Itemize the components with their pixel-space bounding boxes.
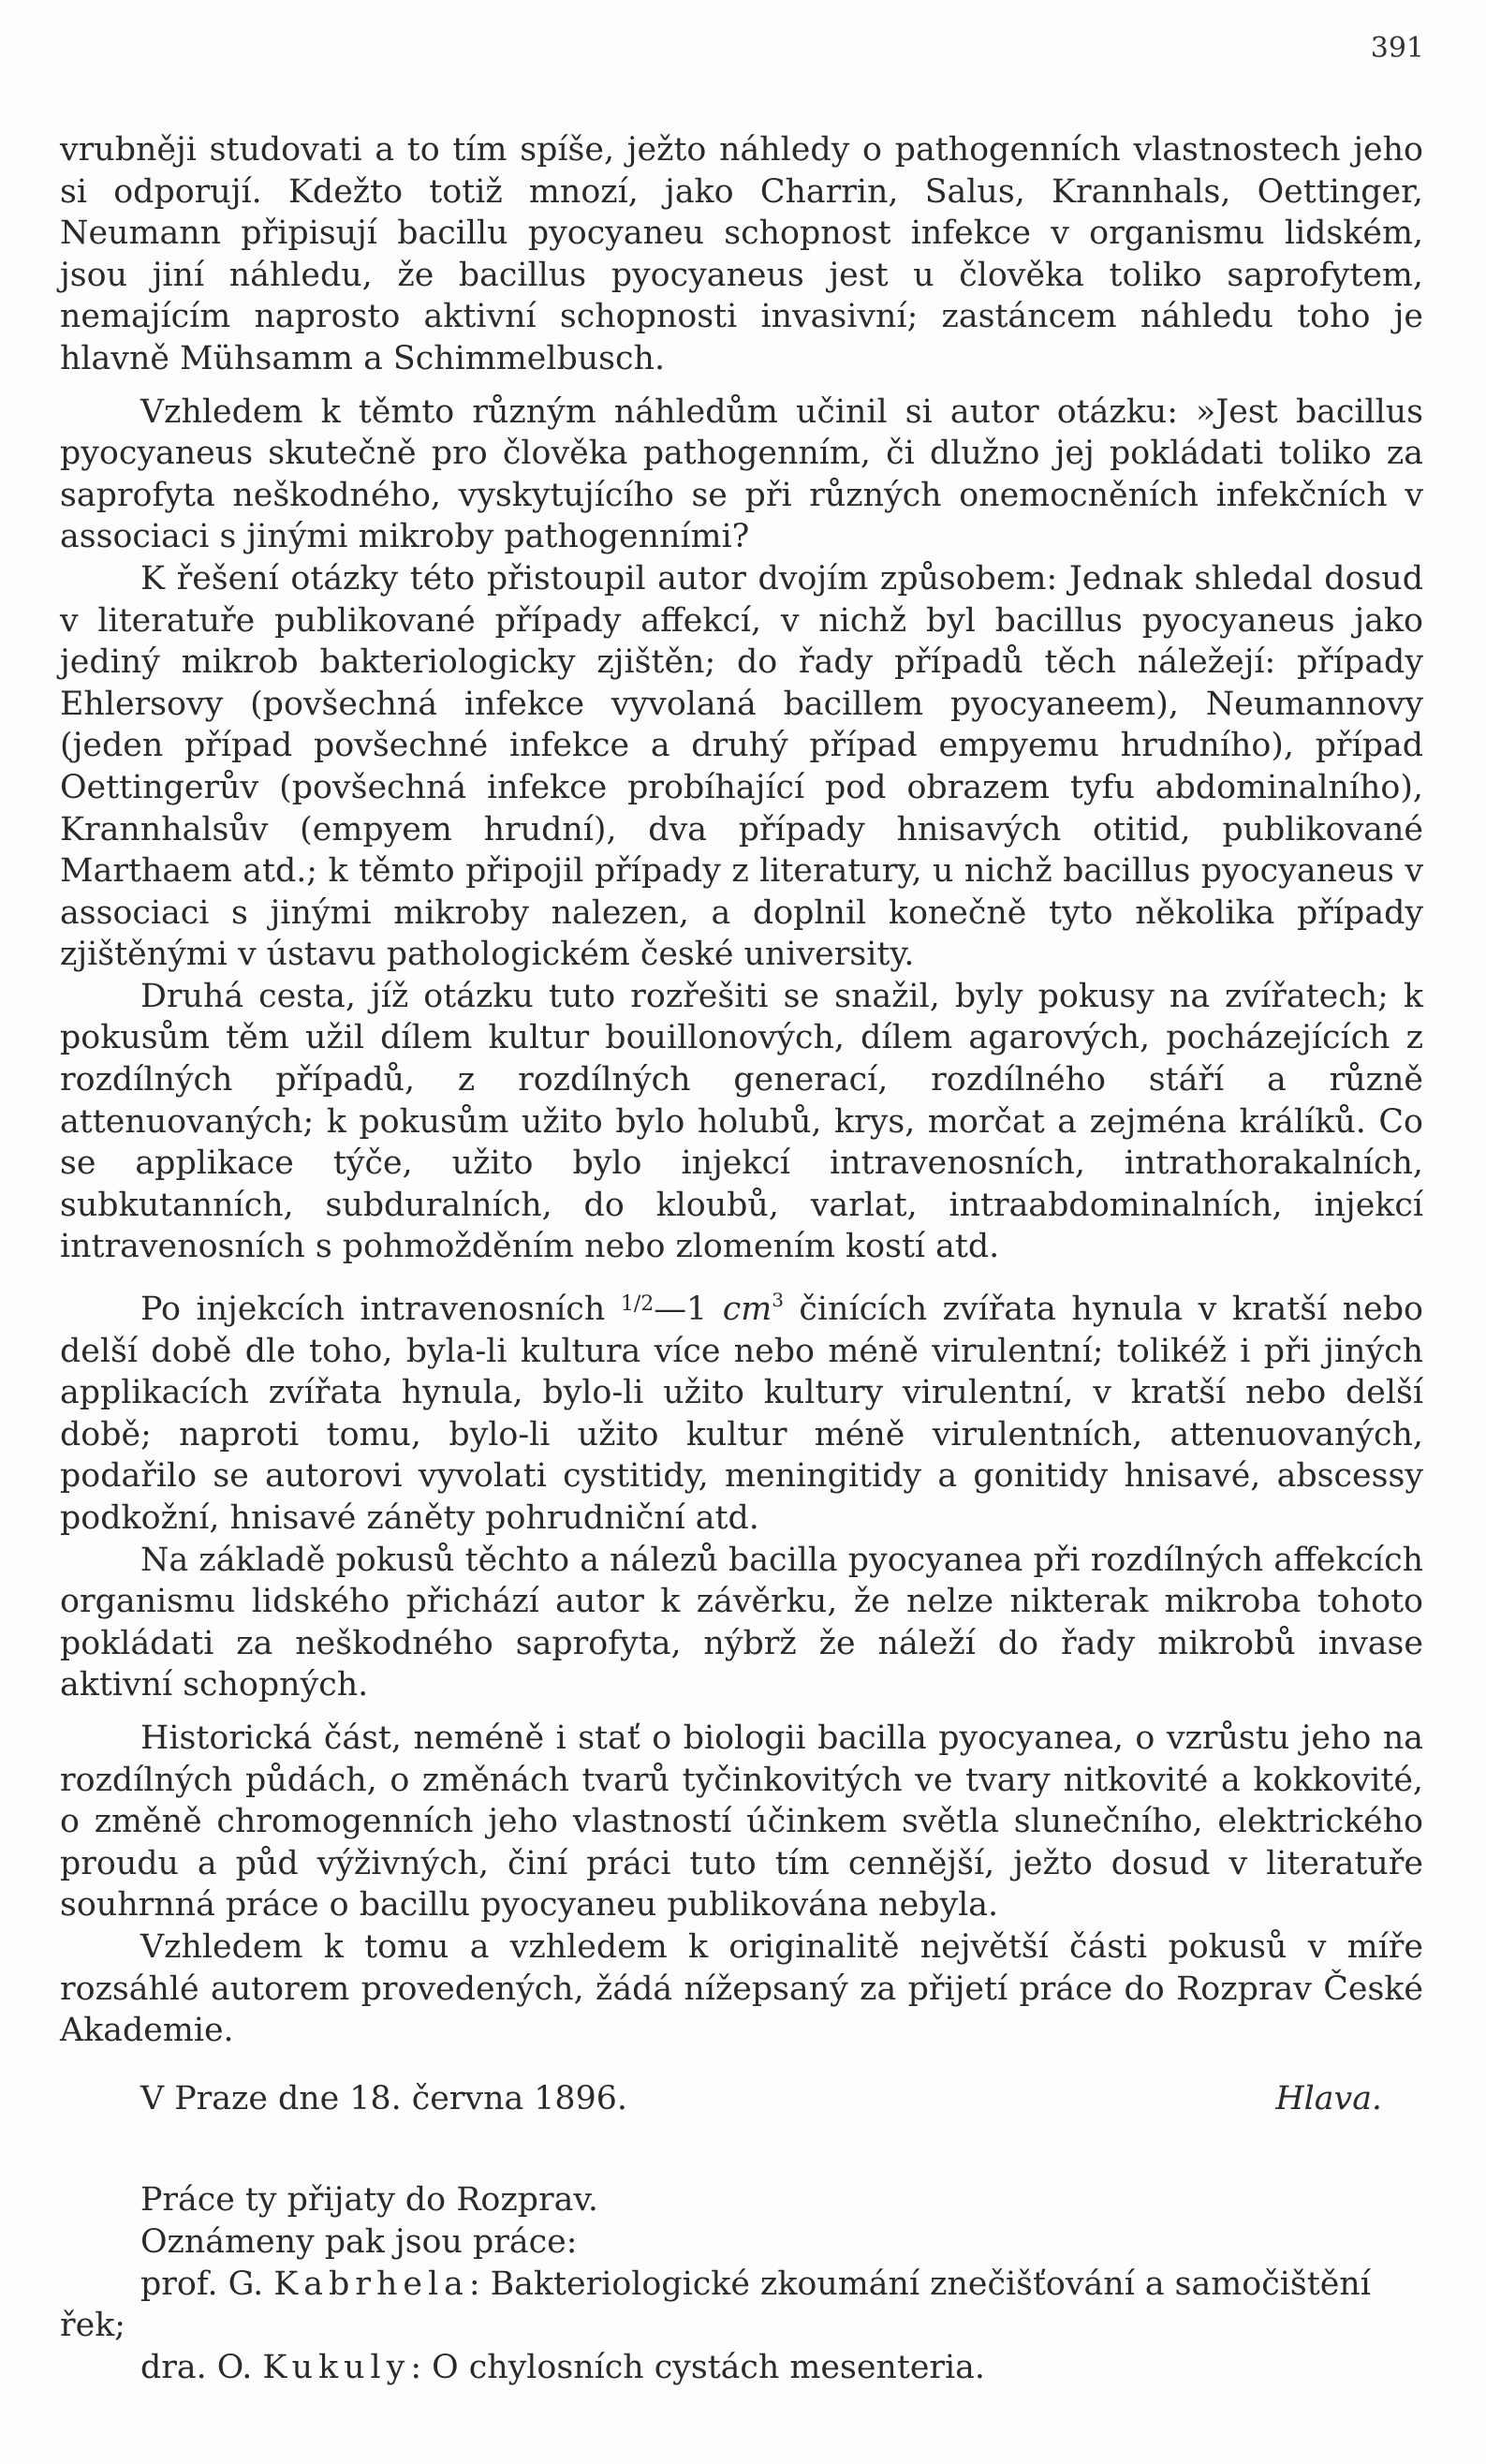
paragraph-5-lead: Po injekcích intravenosních — [140, 1291, 621, 1329]
paragraph-8: Vzhledem k tomu a vzhledem k originalitě největší části pokusů v míře rozsáhlé autorem provedených, žádá nížepsaný za přijetí práce do Rozprav České Akademie. — [60, 1927, 1423, 2050]
notes-item-1 — [60, 2264, 1423, 2347]
signature-name: Hlava. — [1275, 2079, 1382, 2117]
paragraph-5-rest: činících zvířata hynula v kratší nebo delší době dle toho, byla-li kultura více nebo méně virulentní; tolikéž i při jiných applikacích zvířata hynula, bylo-li užito kultury virulentní, v kratší nebo delší době; naproti tomu, bylo-li užito kultur méně virulentních, attenuovaných, podařilo se autorovi vyvolati cystitidy, meningitidy a gonitidy hnisavé, abscessy podkožní, hnisavé záněty pohrudniční atd. — [60, 1291, 1424, 1537]
paragraph-4: Druhá cesta, jíž otázku tuto rozřešiti se snažil, byly pokusy na zvířatech; k pokusům těm užil dílem kultur bouillonových, dílem agarových, pocházejících z rozdílných případů, z rozdílných generací, rozdílného stáří a různě attenuovaných; k pokusům užito bylo holubů, krys, morčat a zejména králíků. Co se applikace týče, užito bylo injekcí intravenosních, intrathorakalních, subkutanních, subduralních, do kloubů, varlat, intraabdominalních, injekcí intravenosních s pohmožděním nebo zlomením kostí atd. — [60, 977, 1423, 1266]
dash-value: —1 — [654, 1291, 708, 1329]
notes-section — [60, 2179, 1423, 2388]
notes-item-2-title: : O chylosních cystách mesenteria. — [410, 2348, 985, 2386]
paragraph-3: K řešení otázky této přistoupil autor dvojím způsobem: Jednak shledal dosud v literatuře publikované případy affekcí, v nichž byl bacillus pyocyaneus jako jediný mikrob bakteriologicky zjištěn; do řady případů těch náležejí: případy Ehlersovy (povšechná infekce vyvolaná bacillem pyocyaneem), Neumannovy (jeden případ povšechné infekce a druhý případ empyemu hrudního), případ Oettingerův (povšechná infekce probíhající pod obrazem tyfu abdominalního), Krannhalsův (empyem hrudní), dva případy hnisavých otitid, publikované Marthaem atd.; k těmto připojil případy z literatury, u nichž bacillus pyocyaneus v associaci s jinými mikroby nalezen, a doplnil konečně tyto několika případy zjištěnými v ústavu pathologickém české university. — [60, 559, 1423, 974]
unit-cubed: 3 — [772, 1289, 784, 1312]
notes-line-2: Oznámeny pak jsou práce: — [140, 2222, 578, 2261]
notes-item-2 — [60, 2347, 1423, 2389]
signature-row — [60, 2078, 1423, 2120]
fraction-half: 1/2 — [620, 1292, 655, 1317]
paragraph-6: Na základě pokusů těchto a nálezů bacilla pyocyanea při rozdílných affekcích organismu lidského přichází autor k závěrku, že nelze nikterak mikroba tohoto pokládati za neškodného saprofyta, nýbrž že náleží do řady mikrobů invase aktivní schopných. — [60, 1541, 1423, 1704]
notes-line-1: Práce ty přijaty do Rozprav. — [140, 2181, 598, 2220]
notes-item-1-title: : Bakteriologické zkoumání znečišťování a samočištění řek; — [60, 2265, 1371, 2345]
document-body — [60, 129, 1423, 2388]
paragraph-7: Historická část, neméně i stať o biologii bacilla pyocyanea, o vzrůstu jeho na rozdílných půdách, o změnách tvarů tyčinkovitých ve tvary nitkovité a kokkovité, o změně chromogenních jeho vlastností účinkem světla slunečního, elektrického proudu a půd výživných, činí práci tuto tím cennější, ježto dosud v literatuře souhrnná práce o bacillu pyocyaneu publikována nebyla. — [60, 1719, 1423, 1925]
paragraph-5 — [60, 1279, 1423, 1540]
page-number: 391 — [1370, 32, 1424, 65]
notes-item-1-prefix: prof. G. — [140, 2265, 274, 2303]
paragraph-1: vrubněji studovati a to tím spíše, ježto náhledy o pathogenních vlastnostech jeho si odporují. Kdežto totiž mnozí, jako Charrin, Salus, Krannhals, Oettinger, Neumann připisují bacillu pyocyaneu schopnost infekce v organismu lidském, jsou jiní náhledu, že bacillus pyocyaneus jest u člověka toliko saprofytem, nemajícím naprosto aktivní schopnosti invasivní; zastáncem náhledu toho je hlavně Mühsamm a Schimmelbusch. — [60, 131, 1423, 377]
notes-item-1-author: Kabrhela — [273, 2265, 469, 2303]
paragraph-2: Vzhledem k těmto různým náhledům učinil si autor otázku: »Jest bacillus pyocyaneus skutečně pro člověka pathogenním, či dlužno jej pokládati toliko za saprofyta neškodného, vyskytujícího se při různých onemocněních infekčních v associaci s jinými mikroby pathogenními? — [60, 392, 1423, 556]
notes-item-2-author: Kukuly — [262, 2348, 411, 2386]
notes-item-2-prefix: dra. O. — [140, 2348, 263, 2386]
unit-cm: cm — [722, 1291, 772, 1329]
place-date: V Praze dne 18. června 1896. — [140, 2079, 627, 2117]
